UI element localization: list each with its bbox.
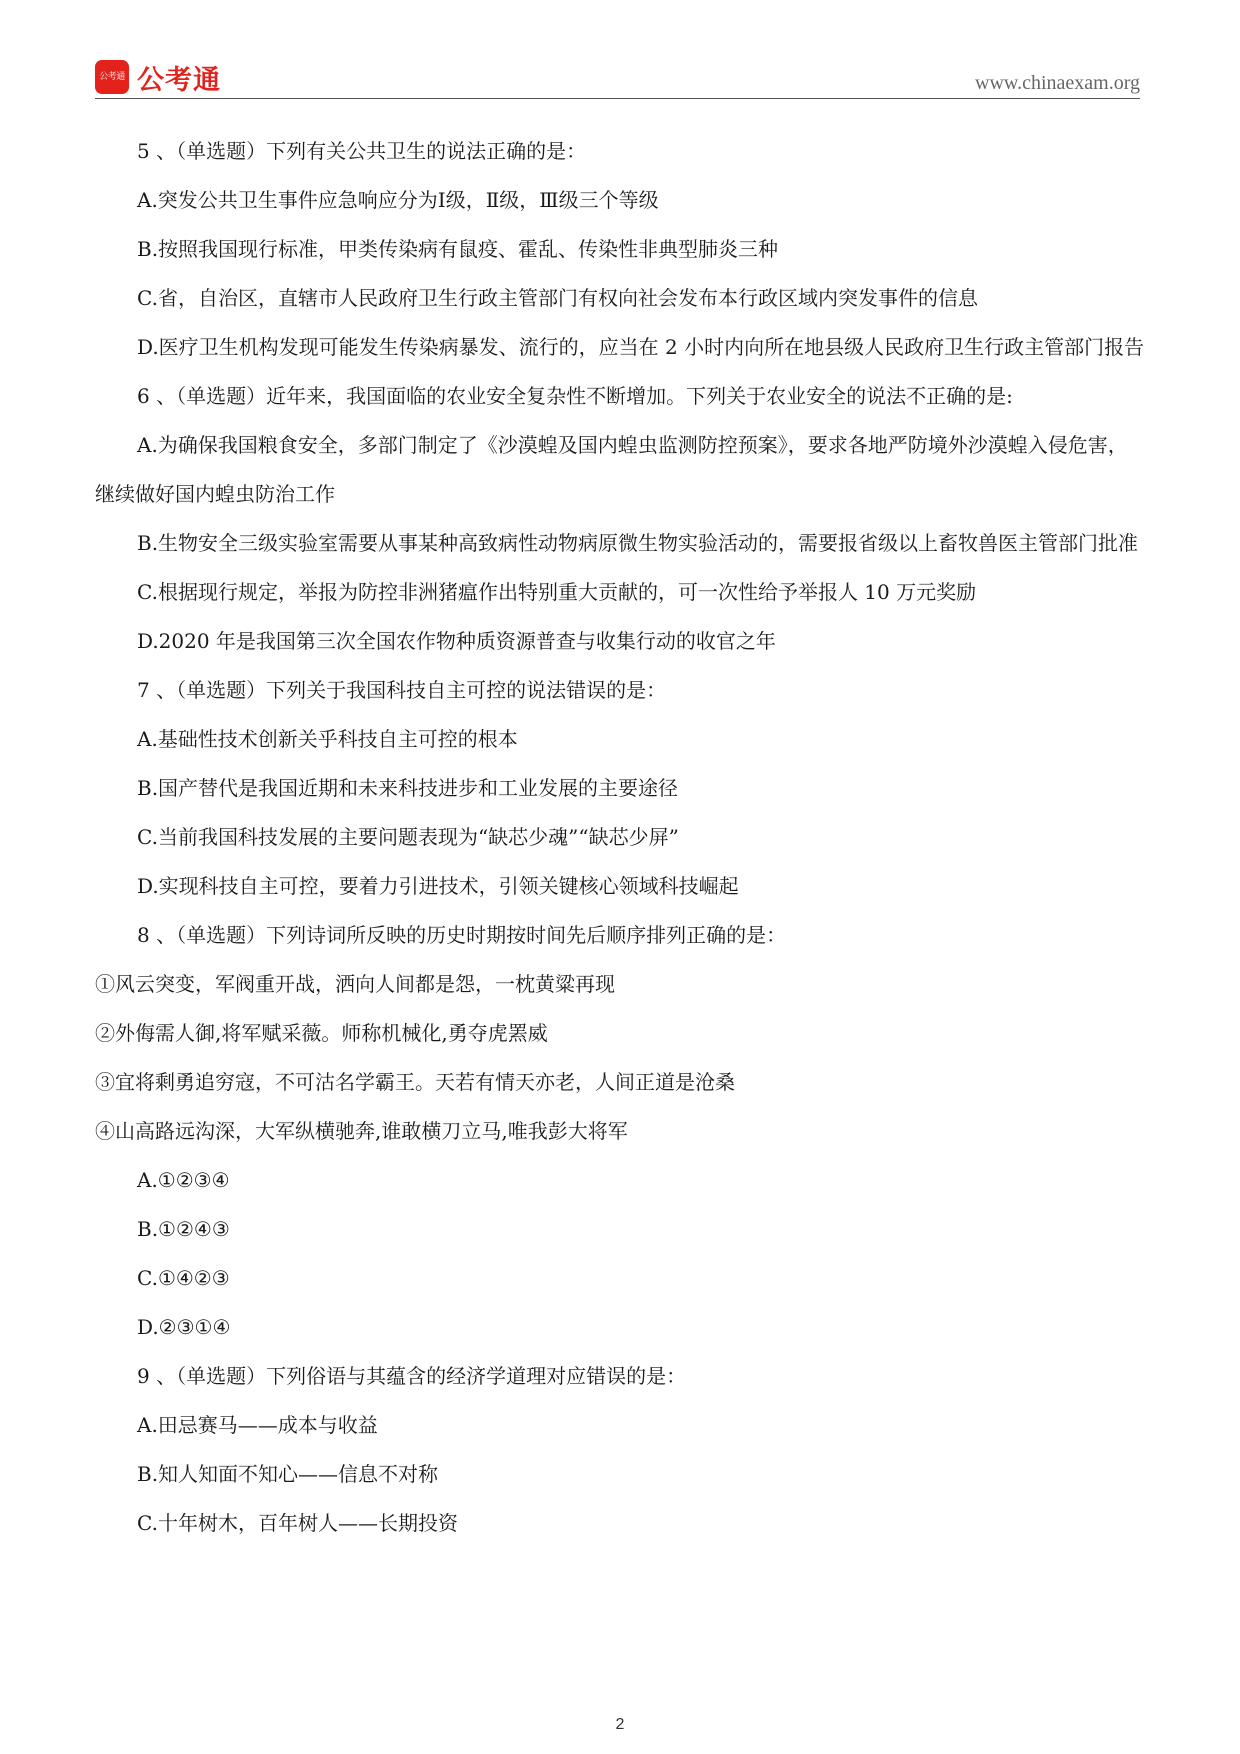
question-8-poem-1: ①风云突变，军阀重开战，洒向人间都是怨，一枕黄粱再现 (95, 972, 615, 996)
question-5-option-b: B.按照我国现行标准，甲类传染病有鼠疫、霍乱、传染性非典型肺炎三种 (137, 237, 779, 261)
question-8-option-d: D.②③①④ (137, 1315, 231, 1339)
site-url: www.chinaexam.org (975, 72, 1140, 94)
question-8-poem-3: ③宜将剩勇追穷寇，不可沽名学霸王。天若有情天亦老，人间正道是沧桑 (95, 1070, 735, 1094)
question-7-option-b: B.国产替代是我国近期和未来科技进步和工业发展的主要途径 (137, 776, 679, 800)
question-6-option-a: A.为确保我国粮食安全，多部门制定了《沙漠蝗及国内蝗虫监测防控预案》，要求各地严防境外沙漠蝗入侵危害，继续做好国内蝗虫防治工作 (95, 433, 1128, 506)
question-6-option-c: C.根据现行规定，举报为防控非洲猪瘟作出特别重大贡献的，可一次性给予举报人 10 万元奖励 (137, 580, 977, 604)
page-header (95, 60, 1140, 99)
question-8-poem-2: ②外侮需人御,将军赋采薇。师称机械化,勇夺虎罴威 (95, 1021, 548, 1045)
question-9-option-a: A.田忌赛马——成本与收益 (137, 1413, 378, 1437)
question-9-stem: 9 、（单选题）下列俗语与其蕴含的经济学道理对应错误的是： (137, 1364, 687, 1388)
question-8-poem-4: ④山高路远沟深，大军纵横驰奔,谁敢横刀立马,唯我彭大将军 (95, 1119, 628, 1143)
question-7-option-a: A.基础性技术创新关乎科技自主可控的根本 (137, 727, 518, 751)
logo-icon: 公考通 (95, 60, 129, 94)
logo-text: 公考通 (137, 65, 221, 96)
question-7-stem: 7 、（单选题）下列关于我国科技自主可控的说法错误的是： (137, 678, 667, 702)
question-6-option-d: D.2020 年是我国第三次全国农作物种质资源普查与收集行动的收官之年 (137, 629, 776, 653)
question-9-option-c: C.十年树木，百年树人——长期投资 (137, 1511, 458, 1535)
document-body (95, 127, 1145, 1548)
question-9-option-b: B.知人知面不知心——信息不对称 (137, 1462, 439, 1486)
question-8-option-c: C.①④②③ (137, 1266, 230, 1290)
question-5-option-a: A.突发公共卫生事件应急响应分为Ⅰ级，Ⅱ级，Ⅲ级三个等级 (137, 188, 659, 212)
question-8-option-b: B.①②④③ (137, 1217, 230, 1241)
question-5-option-c: C.省，自治区，直辖市人民政府卫生行政主管部门有权向社会发布本行政区域内突发事件的信息 (137, 286, 978, 310)
page-number: 2 (615, 1716, 625, 1733)
question-6-stem: 6 、（单选题）近年来，我国面临的农业安全复杂性不断增加。下列关于农业安全的说法不正确的是: (137, 384, 1013, 408)
question-7-option-d: D.实现科技自主可控，要着力引进技术，引领关键核心领域科技崛起 (137, 874, 739, 898)
question-5-stem: 5 、（单选题）下列有关公共卫生的说法正确的是： (137, 139, 587, 163)
question-6-option-b: B.生物安全三级实验室需要从事某种高致病性动物病原微生物实验活动的，需要报省级以上畜牧兽医主管部门批准 (137, 531, 1139, 555)
question-7-option-c: C.当前我国科技发展的主要问题表现为“缺芯少魂”“缺芯少屏” (137, 825, 679, 849)
question-8-stem: 8 、（单选题）下列诗词所反映的历史时期按时间先后顺序排列正确的是： (137, 923, 787, 947)
question-5-option-d: D.医疗卫生机构发现可能发生传染病暴发、流行的，应当在 2 小时内向所在地县级人民政府卫生行政主管部门报告 (137, 335, 1145, 359)
question-8-option-a: A.①②③④ (137, 1168, 230, 1192)
